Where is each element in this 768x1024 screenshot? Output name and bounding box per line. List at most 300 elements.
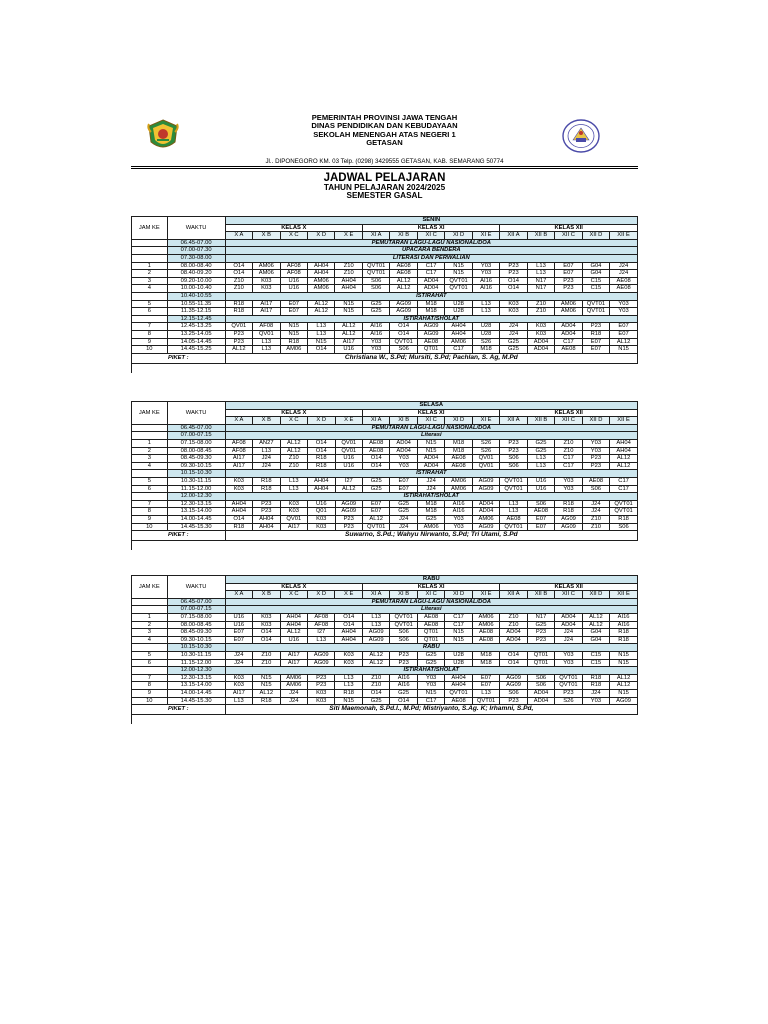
- waktu-cell: 09.30-10.15: [167, 462, 225, 470]
- subject-code-cell: AM06: [472, 515, 499, 523]
- subject-code-cell: J24: [610, 262, 638, 270]
- subject-code-cell: Z10: [582, 523, 609, 531]
- subject-code-cell: E07: [280, 308, 307, 316]
- waktu-cell: 08.00-08.45: [167, 621, 225, 629]
- activity-label: LITERASI DAN PERWALIAN: [225, 254, 637, 262]
- subject-code-cell: R18: [555, 500, 582, 508]
- day-header-row: [132, 217, 638, 225]
- subject-code-cell: AI16: [390, 682, 417, 690]
- subject-code-cell: N15: [445, 636, 472, 644]
- class-name: XII B: [527, 232, 554, 240]
- activity-label: ISTIRAHAT: [225, 292, 637, 300]
- lesson-row: [132, 455, 638, 463]
- subject-code-cell: R18: [280, 338, 307, 346]
- jam-ke-cell: 2: [132, 270, 168, 278]
- subject-code-cell: QVT01: [610, 500, 638, 508]
- subject-code-cell: AH04: [280, 621, 307, 629]
- subject-code-cell: O14: [308, 439, 335, 447]
- lesson-row: [132, 300, 638, 308]
- jam-ke-cell: [132, 239, 168, 247]
- subject-code-cell: AM06: [280, 682, 307, 690]
- letterhead-lines: [131, 114, 638, 148]
- subject-code-cell: S06: [362, 285, 389, 293]
- subject-code-cell: R18: [610, 515, 638, 523]
- class-name: XI C: [417, 417, 444, 425]
- waktu-cell: 12.30-13.15: [167, 674, 225, 682]
- subject-code-cell: G25: [417, 659, 444, 667]
- subject-code-cell: AL12: [582, 621, 609, 629]
- subject-code-cell: AG09: [472, 477, 499, 485]
- waktu-cell: 09.20-10.00: [167, 277, 225, 285]
- subject-code-cell: Z10: [253, 651, 280, 659]
- subject-code-cell: G25: [417, 515, 444, 523]
- lesson-row: [132, 285, 638, 293]
- waktu-cell: 07.30-08.00: [167, 254, 225, 262]
- subject-code-cell: AG09: [500, 674, 527, 682]
- subject-code-cell: Y03: [555, 651, 582, 659]
- special-period-row: [132, 606, 638, 614]
- subject-code-cell: Z10: [362, 682, 389, 690]
- subject-code-cell: R18: [253, 697, 280, 705]
- jam-ke-cell: 1: [132, 613, 168, 621]
- subject-code-cell: AL12: [610, 455, 638, 463]
- subject-code-cell: AD04: [390, 439, 417, 447]
- subject-code-cell: C17: [610, 477, 638, 485]
- subject-code-cell: AE08: [417, 613, 444, 621]
- subject-code-cell: AL12: [335, 323, 362, 331]
- waktu-cell: 09.30-10.15: [167, 636, 225, 644]
- subject-code-cell: AI17: [280, 523, 307, 531]
- subject-code-cell: QVT01: [582, 300, 609, 308]
- kelas-x-header: KELAS X: [225, 583, 362, 591]
- subject-code-cell: R18: [582, 674, 609, 682]
- subject-code-cell: G25: [527, 447, 554, 455]
- subject-code-cell: AE08: [610, 285, 638, 293]
- subject-code-cell: AD04: [527, 697, 554, 705]
- subject-code-cell: S06: [527, 682, 554, 690]
- waktu-cell: 14.45-15.25: [167, 346, 225, 354]
- activity-label: PEMUTARAN LAGU-LAGU NASIONAL/DOA: [225, 598, 637, 606]
- jam-ke-cell: 6: [132, 485, 168, 493]
- subject-code-cell: M18: [472, 346, 499, 354]
- jam-ke-cell: [132, 598, 168, 606]
- jam-ke-cell: 8: [132, 330, 168, 338]
- subject-code-cell: J24: [582, 500, 609, 508]
- subject-code-cell: U28: [445, 300, 472, 308]
- subject-code-cell: QVT01: [390, 613, 417, 621]
- subject-code-cell: N15: [445, 262, 472, 270]
- lesson-row: [132, 277, 638, 285]
- subject-code-cell: AI16: [610, 621, 638, 629]
- waktu-cell: 10.15-10.30: [167, 470, 225, 478]
- subject-code-cell: QVT01: [362, 523, 389, 531]
- class-name: X C: [280, 591, 307, 599]
- letterhead-line-1: PEMERINTAH PROVINSI JAWA TENGAH: [311, 113, 458, 122]
- subject-code-cell: AI17: [335, 338, 362, 346]
- subject-code-cell: U16: [527, 485, 554, 493]
- jam-ke-header: JAM KE: [132, 402, 168, 425]
- subject-code-cell: Y03: [472, 270, 499, 278]
- lesson-row: [132, 338, 638, 346]
- subject-code-cell: U16: [280, 277, 307, 285]
- class-name: XII B: [527, 417, 554, 425]
- waktu-cell: 11.15-12.00: [167, 659, 225, 667]
- class-name: XII D: [582, 591, 609, 599]
- jam-ke-cell: [132, 424, 168, 432]
- subject-code-cell: K03: [280, 508, 307, 516]
- subject-code-cell: O14: [335, 613, 362, 621]
- subject-code-cell: U28: [445, 651, 472, 659]
- subject-code-cell: L13: [362, 613, 389, 621]
- subject-code-cell: N15: [335, 300, 362, 308]
- subject-code-cell: C15: [582, 651, 609, 659]
- spacer-cell: [132, 715, 638, 725]
- lesson-row: [132, 485, 638, 493]
- subject-code-cell: AG09: [555, 523, 582, 531]
- subject-code-cell: AD04: [555, 613, 582, 621]
- subject-code-cell: AD04: [555, 621, 582, 629]
- subject-code-cell: AE08: [417, 621, 444, 629]
- subject-code-cell: AM06: [445, 338, 472, 346]
- subject-code-cell: AL12: [308, 308, 335, 316]
- special-period-row: [132, 493, 638, 501]
- subject-code-cell: AE08: [472, 636, 499, 644]
- subject-code-cell: C17: [610, 485, 638, 493]
- subject-code-cell: K03: [308, 515, 335, 523]
- waktu-cell: 10.15-10.30: [167, 644, 225, 652]
- subject-code-cell: AG09: [362, 636, 389, 644]
- jam-ke-cell: 7: [132, 323, 168, 331]
- subject-code-cell: Y03: [582, 439, 609, 447]
- subject-code-cell: N15: [417, 439, 444, 447]
- subject-code-cell: K03: [253, 621, 280, 629]
- class-name: XI D: [445, 417, 472, 425]
- subject-code-cell: N15: [610, 651, 638, 659]
- activity-label: ISTIRAHAT/SHOLAT: [225, 493, 637, 501]
- subject-code-cell: AH04: [280, 613, 307, 621]
- subject-code-cell: N15: [610, 659, 638, 667]
- subject-code-cell: O14: [362, 462, 389, 470]
- jam-ke-cell: [132, 254, 168, 262]
- subject-code-cell: AI17: [253, 300, 280, 308]
- subject-code-cell: AG09: [417, 323, 444, 331]
- subject-code-cell: L13: [225, 697, 252, 705]
- waktu-cell: 12.00-12.30: [167, 667, 225, 675]
- subject-code-cell: Z10: [555, 447, 582, 455]
- class-name: XI C: [417, 232, 444, 240]
- subject-code-cell: E07: [225, 629, 252, 637]
- subject-code-cell: J24: [253, 455, 280, 463]
- subject-code-cell: N15: [335, 308, 362, 316]
- jam-ke-cell: 6: [132, 308, 168, 316]
- subject-code-cell: U16: [225, 621, 252, 629]
- subject-code-cell: AI16: [472, 285, 499, 293]
- waktu-cell: 14.45-15.30: [167, 697, 225, 705]
- subject-code-cell: AI16: [610, 613, 638, 621]
- subject-code-cell: AE08: [417, 338, 444, 346]
- subject-code-cell: L13: [335, 674, 362, 682]
- subject-code-cell: K03: [225, 682, 252, 690]
- subject-code-cell: U28: [472, 330, 499, 338]
- lesson-row: [132, 447, 638, 455]
- lesson-row: [132, 508, 638, 516]
- subject-code-cell: QVT01: [610, 508, 638, 516]
- waktu-cell: 12.45-13.25: [167, 323, 225, 331]
- subject-code-cell: P23: [500, 270, 527, 278]
- subject-code-cell: O14: [225, 262, 252, 270]
- jam-ke-cell: 5: [132, 651, 168, 659]
- subject-code-cell: S26: [472, 338, 499, 346]
- subject-code-cell: U16: [308, 500, 335, 508]
- subject-code-cell: R18: [308, 462, 335, 470]
- jam-ke-cell: [132, 470, 168, 478]
- waktu-cell: 12.15-12.45: [167, 315, 225, 323]
- waktu-cell: 11.35-12.15: [167, 308, 225, 316]
- subject-code-cell: O14: [500, 651, 527, 659]
- kelas-xi-header: KELAS XI: [362, 224, 499, 232]
- subject-code-cell: AM06: [472, 613, 499, 621]
- subject-code-cell: AL12: [225, 346, 252, 354]
- waktu-header: WAKTU: [167, 402, 225, 425]
- waktu-cell: 06.45-07.00: [167, 239, 225, 247]
- subject-code-cell: AD04: [472, 508, 499, 516]
- school-address: Jl.. DIPONEGORO KM. 03 Telp. (0298) 3429555 GETASAN, KAB. SEMARANG 50774: [265, 158, 504, 165]
- subject-code-cell: AH04: [253, 523, 280, 531]
- subject-code-cell: AL12: [280, 629, 307, 637]
- subject-code-cell: AG09: [555, 515, 582, 523]
- subject-code-cell: O14: [390, 323, 417, 331]
- subject-code-cell: G25: [417, 651, 444, 659]
- subject-code-cell: P23: [500, 697, 527, 705]
- subject-code-cell: AG09: [610, 697, 638, 705]
- subject-code-cell: AH04: [610, 447, 638, 455]
- subject-code-cell: Z10: [362, 674, 389, 682]
- jam-ke-cell: 2: [132, 447, 168, 455]
- kelas-xii-header: KELAS XII: [500, 224, 638, 232]
- subject-code-cell: S06: [390, 346, 417, 354]
- subject-code-cell: AH04: [225, 508, 252, 516]
- piket-row: [132, 531, 638, 541]
- subject-code-cell: Z10: [527, 308, 554, 316]
- class-name: X D: [308, 232, 335, 240]
- subject-code-cell: M18: [445, 439, 472, 447]
- subject-code-cell: AL12: [362, 651, 389, 659]
- subject-code-cell: G04: [582, 262, 609, 270]
- subject-code-cell: P23: [555, 277, 582, 285]
- subject-code-cell: AL12: [335, 330, 362, 338]
- subject-code-cell: QV01: [225, 323, 252, 331]
- jam-ke-cell: 4: [132, 636, 168, 644]
- waktu-cell: 07.15-08.00: [167, 613, 225, 621]
- subject-code-cell: R18: [335, 689, 362, 697]
- subject-code-cell: Z10: [280, 455, 307, 463]
- subject-code-cell: L13: [527, 455, 554, 463]
- subject-code-cell: Y03: [362, 346, 389, 354]
- subject-code-cell: S06: [362, 277, 389, 285]
- subject-code-cell: AG09: [417, 330, 444, 338]
- subject-code-cell: K03: [225, 485, 252, 493]
- class-name: XI E: [472, 591, 499, 599]
- subject-code-cell: AH04: [308, 270, 335, 278]
- subject-code-cell: AG09: [335, 508, 362, 516]
- subject-code-cell: QVT01: [555, 674, 582, 682]
- jam-ke-cell: [132, 667, 168, 675]
- subject-code-cell: E07: [527, 515, 554, 523]
- subject-code-cell: AD04: [417, 455, 444, 463]
- activity-label: ISTIRAHAT/SHOLAT: [225, 667, 637, 675]
- jam-ke-cell: 7: [132, 500, 168, 508]
- subject-code-cell: AD04: [417, 462, 444, 470]
- subject-code-cell: Y03: [445, 523, 472, 531]
- subject-code-cell: N15: [417, 447, 444, 455]
- subject-code-cell: C17: [555, 455, 582, 463]
- subject-code-cell: QVT01: [500, 485, 527, 493]
- day-name: SELASA: [225, 402, 637, 410]
- subject-code-cell: AH04: [225, 500, 252, 508]
- subject-code-cell: U16: [335, 462, 362, 470]
- lesson-row: [132, 270, 638, 278]
- subject-code-cell: AH04: [308, 485, 335, 493]
- subject-code-cell: AL12: [610, 338, 638, 346]
- subject-code-cell: L13: [253, 338, 280, 346]
- subject-code-cell: L13: [527, 270, 554, 278]
- subject-code-cell: AE08: [610, 277, 638, 285]
- activity-label: PEMUTARAN LAGU-LAGU NASIONAL/DOA: [225, 424, 637, 432]
- subject-code-cell: AG09: [472, 485, 499, 493]
- subject-code-cell: P23: [527, 629, 554, 637]
- subject-code-cell: N15: [445, 270, 472, 278]
- semester: SEMESTER GASAL: [346, 191, 423, 201]
- jam-ke-cell: 4: [132, 285, 168, 293]
- subject-code-cell: QVT01: [445, 277, 472, 285]
- subject-code-cell: J24: [500, 323, 527, 331]
- class-name: XII A: [500, 417, 527, 425]
- subject-code-cell: AI17: [225, 455, 252, 463]
- jam-ke-cell: 5: [132, 300, 168, 308]
- jam-ke-cell: 3: [132, 277, 168, 285]
- waktu-cell: 07.15-08.00: [167, 439, 225, 447]
- subject-code-cell: AH04: [308, 262, 335, 270]
- letterhead-divider-2: [131, 168, 638, 169]
- class-name: XI D: [445, 232, 472, 240]
- special-period-row: [132, 424, 638, 432]
- subject-code-cell: E07: [225, 636, 252, 644]
- subject-code-cell: G25: [500, 338, 527, 346]
- class-name: XI D: [445, 591, 472, 599]
- subject-code-cell: J24: [390, 523, 417, 531]
- piket-row: [132, 353, 638, 363]
- schedule-table-rabu: [131, 575, 638, 724]
- subject-code-cell: Z10: [335, 262, 362, 270]
- subject-code-cell: P23: [225, 330, 252, 338]
- letterhead-line-3: SEKOLAH MENENGAH ATAS NEGERI 1: [313, 129, 456, 139]
- subject-code-cell: J24: [417, 477, 444, 485]
- subject-code-cell: P23: [253, 500, 280, 508]
- subject-code-cell: AE08: [472, 629, 499, 637]
- subject-code-cell: Z10: [582, 515, 609, 523]
- subject-code-cell: S06: [390, 629, 417, 637]
- subject-code-cell: U16: [527, 477, 554, 485]
- subject-code-cell: AI16: [445, 508, 472, 516]
- lesson-row: [132, 323, 638, 331]
- subject-code-cell: U28: [445, 308, 472, 316]
- subject-code-cell: N15: [280, 323, 307, 331]
- subject-code-cell: R18: [582, 682, 609, 690]
- subject-code-cell: O14: [253, 636, 280, 644]
- subject-code-cell: M18: [417, 508, 444, 516]
- lesson-row: [132, 346, 638, 354]
- kelas-xi-header: KELAS XI: [362, 409, 499, 417]
- subject-code-cell: AM06: [417, 523, 444, 531]
- subject-code-cell: C17: [417, 697, 444, 705]
- subject-code-cell: N15: [308, 338, 335, 346]
- subject-code-cell: AL12: [280, 439, 307, 447]
- subject-code-cell: AI16: [362, 323, 389, 331]
- subject-code-cell: N17: [527, 613, 554, 621]
- subject-code-cell: AD04: [555, 330, 582, 338]
- subject-code-cell: P23: [308, 674, 335, 682]
- subject-code-cell: L13: [472, 300, 499, 308]
- jam-ke-cell: 3: [132, 629, 168, 637]
- subject-code-cell: Y03: [472, 262, 499, 270]
- academic-year: TAHUN PELAJARAN 2024/2025: [323, 183, 446, 192]
- subject-code-cell: G25: [390, 508, 417, 516]
- subject-code-cell: L13: [280, 485, 307, 493]
- subject-code-cell: U28: [445, 659, 472, 667]
- subject-code-cell: AD04: [527, 346, 554, 354]
- day-name: SENIN: [225, 217, 637, 225]
- subject-code-cell: S06: [527, 500, 554, 508]
- subject-code-cell: O14: [362, 689, 389, 697]
- subject-code-cell: Z10: [225, 285, 252, 293]
- jam-ke-cell: [132, 432, 168, 440]
- subject-code-cell: QV01: [280, 515, 307, 523]
- subject-code-cell: J24: [280, 689, 307, 697]
- subject-code-cell: AH04: [335, 629, 362, 637]
- class-name: X C: [280, 232, 307, 240]
- subject-code-cell: O14: [253, 629, 280, 637]
- subject-code-cell: L13: [253, 346, 280, 354]
- subject-code-cell: AF08: [253, 323, 280, 331]
- subject-code-cell: C17: [445, 613, 472, 621]
- subject-code-cell: AL12: [610, 682, 638, 690]
- piket-names: Christiana W., S.Pd; Mursiti, S.Pd; Pachlan, S. Ag, M.Pd: [225, 353, 637, 363]
- subject-code-cell: AH04: [445, 682, 472, 690]
- subject-code-cell: R18: [582, 330, 609, 338]
- special-period-row: [132, 432, 638, 440]
- subject-code-cell: R18: [225, 308, 252, 316]
- subject-code-cell: E07: [582, 338, 609, 346]
- jam-ke-cell: [132, 644, 168, 652]
- subject-code-cell: R18: [555, 508, 582, 516]
- subject-code-cell: S06: [527, 674, 554, 682]
- subject-code-cell: P23: [390, 651, 417, 659]
- subject-code-cell: E07: [390, 477, 417, 485]
- spacer-row: [132, 715, 638, 725]
- subject-code-cell: M18: [417, 500, 444, 508]
- subject-code-cell: AD04: [390, 447, 417, 455]
- waktu-cell: 08.00-08.45: [167, 447, 225, 455]
- jam-ke-cell: 9: [132, 338, 168, 346]
- subject-code-cell: N15: [280, 330, 307, 338]
- waktu-cell: 14.45-15.30: [167, 523, 225, 531]
- jam-ke-header: JAM KE: [132, 576, 168, 599]
- subject-code-cell: QVT01: [582, 308, 609, 316]
- waktu-cell: 08.40-09.20: [167, 270, 225, 278]
- jam-ke-cell: [132, 493, 168, 501]
- subject-code-cell: Z10: [335, 270, 362, 278]
- jam-ke-cell: 7: [132, 674, 168, 682]
